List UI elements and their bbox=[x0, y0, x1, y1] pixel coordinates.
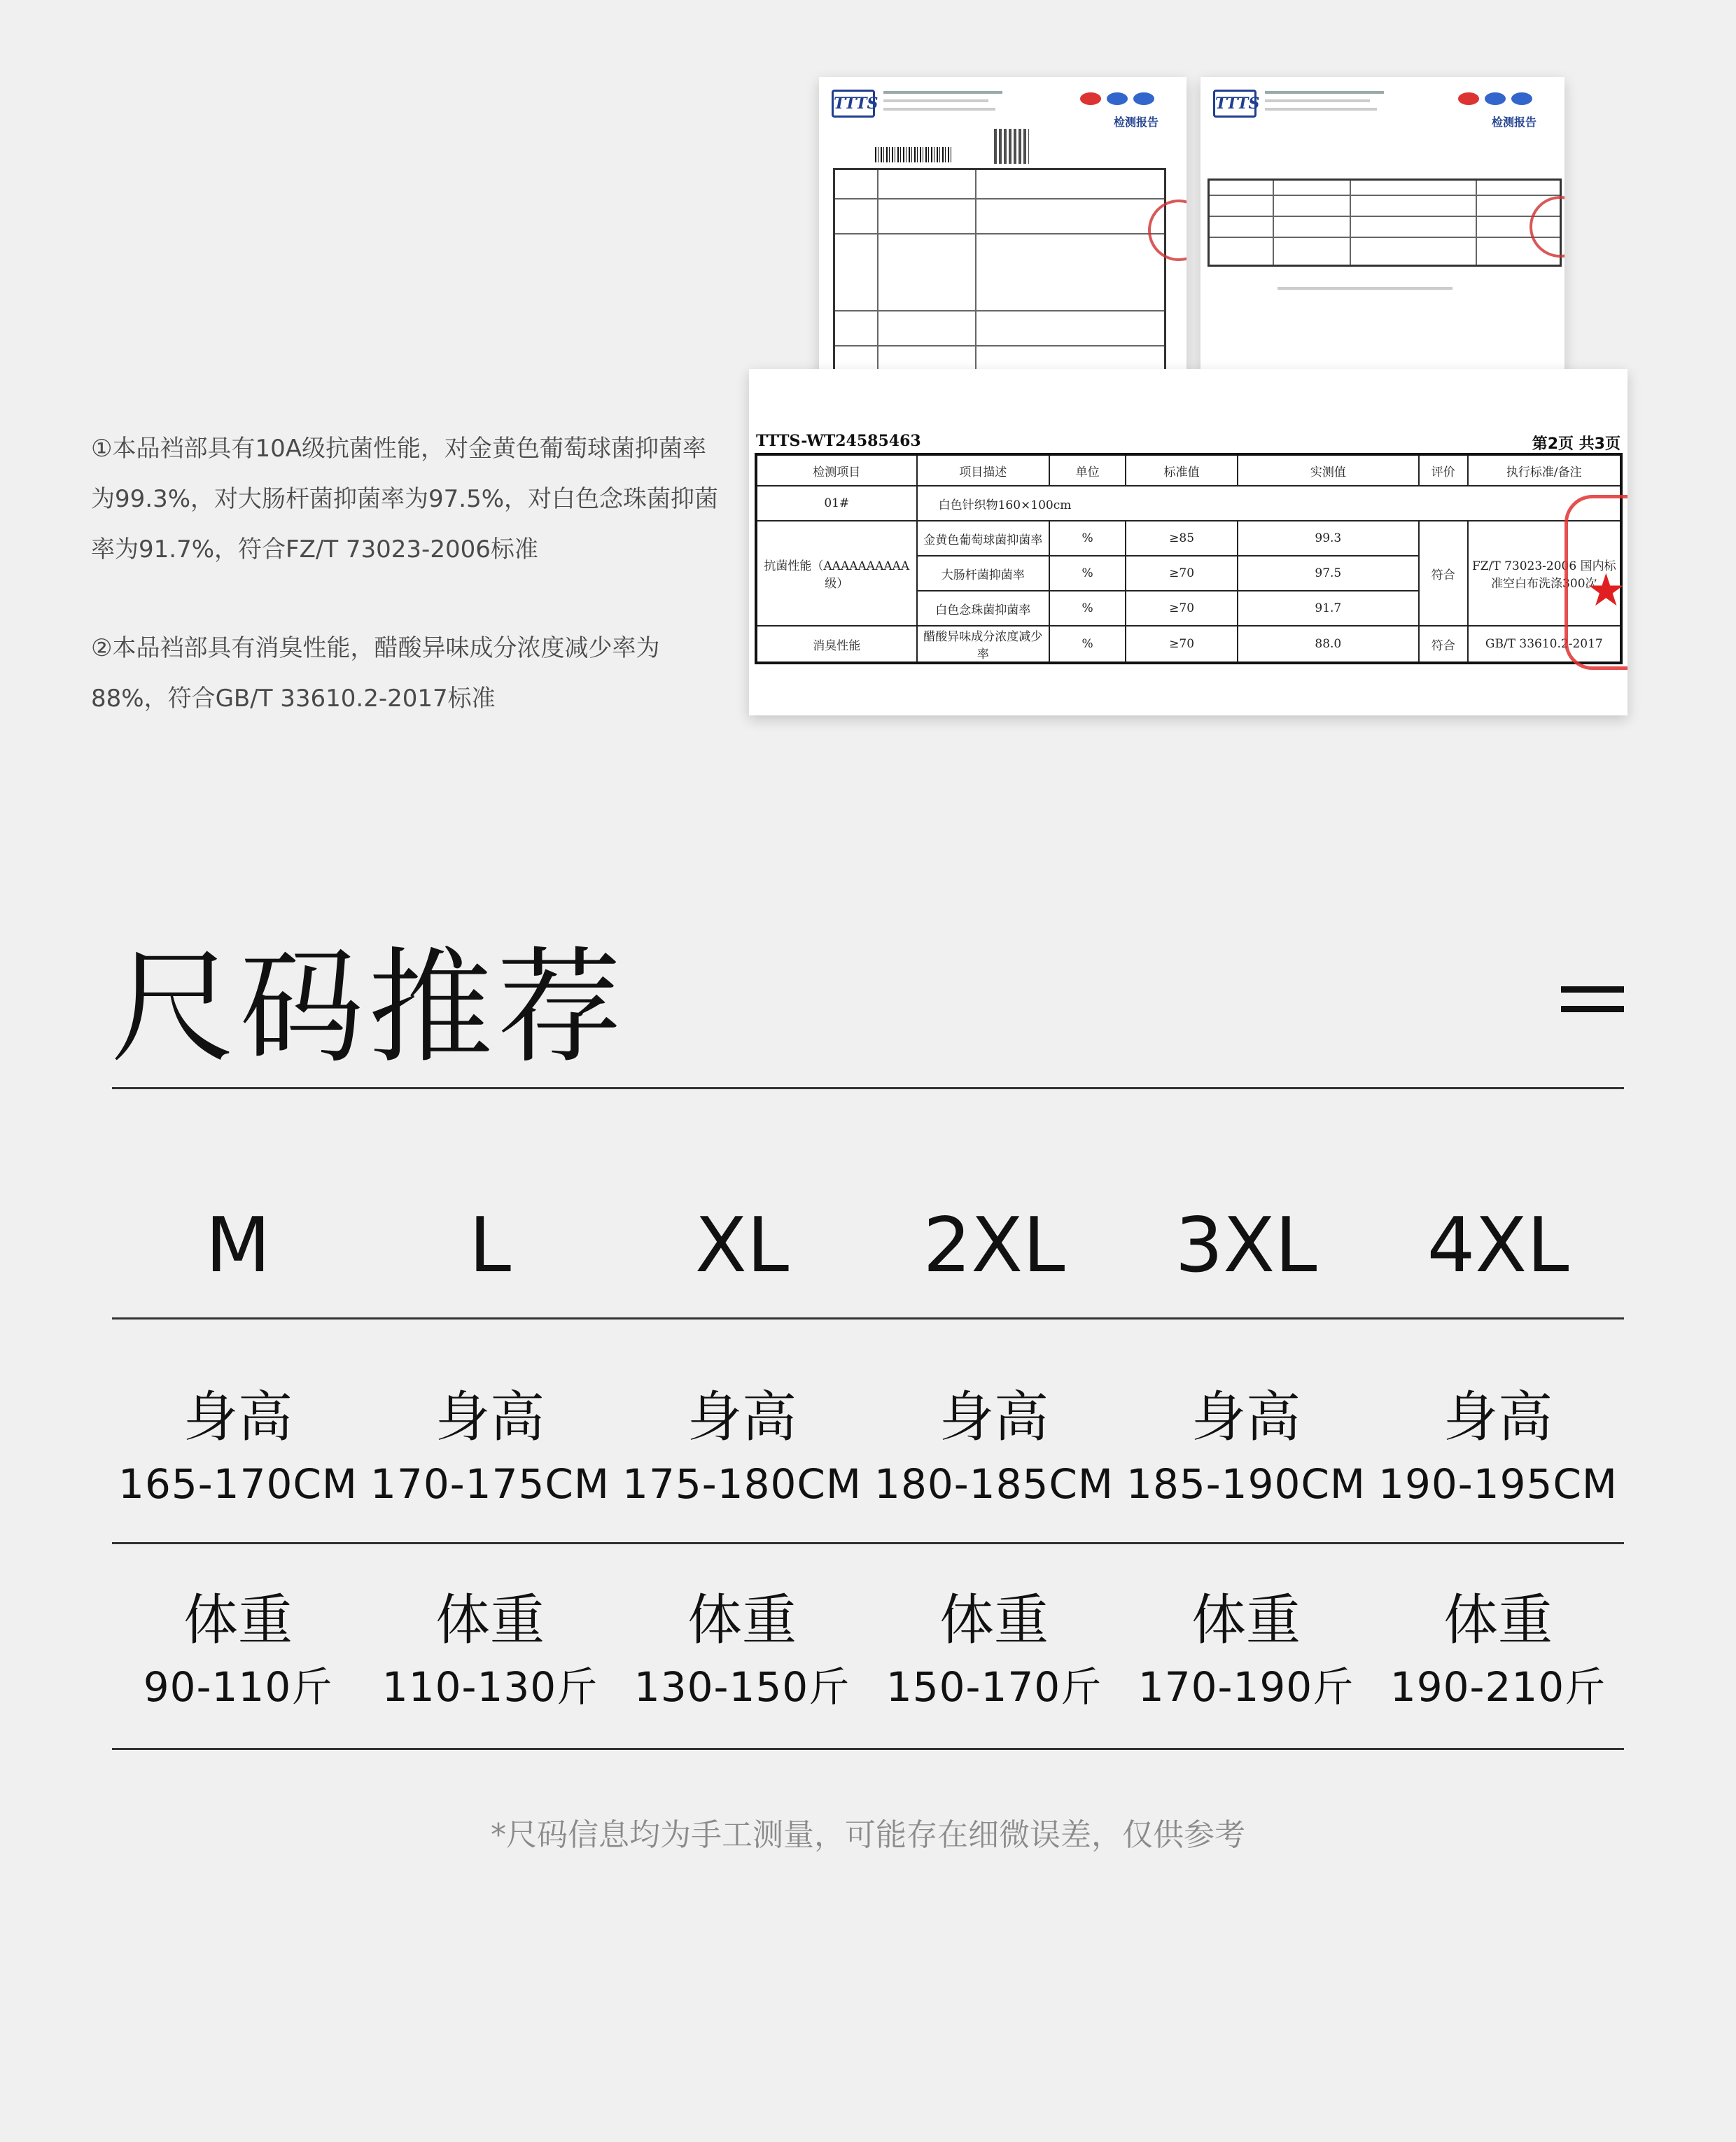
weight-value: 170-190斤 bbox=[1138, 1663, 1354, 1711]
item-measured: 99.3 bbox=[1238, 521, 1419, 556]
table-header: 评价 bbox=[1419, 454, 1468, 486]
report-form-table bbox=[833, 168, 1166, 378]
divider bbox=[112, 1087, 1624, 1089]
sample-number: 01# bbox=[756, 486, 917, 521]
item-description: 金黄色葡萄球菌抑菌率 bbox=[917, 521, 1049, 556]
test-report-page-1 bbox=[819, 77, 1186, 378]
report-title: 检测报告 bbox=[1491, 115, 1536, 129]
certification-marks bbox=[1080, 92, 1171, 106]
height-cell bbox=[868, 1382, 1120, 1516]
item-description: 醋酸异味成分浓度减少率 bbox=[917, 626, 1049, 663]
height-cell bbox=[364, 1382, 616, 1516]
height-value: 180-185CM bbox=[874, 1460, 1114, 1508]
height-value: 170-175CM bbox=[370, 1460, 610, 1508]
height-cell bbox=[1120, 1382, 1372, 1516]
weight-value: 90-110斤 bbox=[143, 1663, 333, 1711]
weight-label: 体重 bbox=[687, 1589, 797, 1652]
size-label: 4XL bbox=[1427, 1202, 1569, 1289]
table-row bbox=[756, 486, 1621, 521]
divider bbox=[112, 1317, 1624, 1320]
weight-label: 体重 bbox=[1443, 1589, 1553, 1652]
weight-value: 190-210斤 bbox=[1390, 1663, 1606, 1711]
certification-marks bbox=[1458, 92, 1549, 106]
table-header: 单位 bbox=[1049, 454, 1126, 486]
size-label: L bbox=[468, 1202, 512, 1289]
item-unit: % bbox=[1049, 591, 1126, 626]
item-unit: % bbox=[1049, 521, 1126, 556]
height-cell bbox=[112, 1382, 364, 1516]
weight-cell bbox=[364, 1586, 616, 1718]
table-header: 检测项目 bbox=[756, 454, 917, 486]
star-icon: ★ bbox=[1586, 565, 1626, 617]
item-standard: ≥70 bbox=[1126, 626, 1237, 663]
antibacterial-evaluation: 符合 bbox=[1419, 521, 1468, 626]
weight-label: 体重 bbox=[435, 1589, 545, 1652]
report-result-table bbox=[1208, 178, 1562, 267]
height-row bbox=[112, 1382, 1624, 1516]
item-measured: 88.0 bbox=[1238, 626, 1419, 663]
report-results-table bbox=[755, 453, 1623, 664]
item-measured: 97.5 bbox=[1238, 556, 1419, 591]
test-report-page-2 bbox=[1200, 77, 1564, 378]
height-label: 身高 bbox=[1191, 1386, 1301, 1449]
table-row bbox=[756, 626, 1621, 663]
report-page-number: 第2页 共3页 bbox=[1532, 435, 1620, 453]
item-standard: ≥70 bbox=[1126, 556, 1237, 591]
height-value: 190-195CM bbox=[1378, 1460, 1618, 1508]
test-report-result-page bbox=[749, 369, 1628, 715]
barcode-icon bbox=[875, 147, 952, 162]
table-header: 执行标准/备注 bbox=[1468, 454, 1621, 486]
weight-cell bbox=[868, 1586, 1120, 1718]
weight-cell bbox=[1372, 1586, 1624, 1718]
qr-code-icon bbox=[994, 129, 1029, 164]
table-row bbox=[756, 521, 1621, 556]
height-value: 175-180CM bbox=[622, 1460, 862, 1508]
weight-value: 130-150斤 bbox=[634, 1663, 850, 1711]
deodor-evaluation: 符合 bbox=[1419, 626, 1468, 663]
size-label: 3XL bbox=[1175, 1202, 1317, 1289]
item-measured: 91.7 bbox=[1238, 591, 1419, 626]
height-label: 身高 bbox=[183, 1386, 293, 1449]
deodor-group: 消臭性能 bbox=[756, 626, 917, 663]
antibacterial-standard-note: FZ/T 73023-2006 国内标准空白布洗涤300次 bbox=[1468, 521, 1621, 626]
table-header: 实测值 bbox=[1238, 454, 1419, 486]
weight-label: 体重 bbox=[939, 1589, 1049, 1652]
weight-label: 体重 bbox=[183, 1589, 293, 1652]
weight-value: 150-170斤 bbox=[886, 1663, 1102, 1711]
divider bbox=[112, 1542, 1624, 1544]
height-value: 185-190CM bbox=[1126, 1460, 1366, 1508]
report-title: 检测报告 bbox=[1113, 115, 1158, 129]
table-header: 标准值 bbox=[1126, 454, 1237, 486]
ttts-logo: TTTS bbox=[832, 90, 875, 118]
height-label: 身高 bbox=[687, 1386, 797, 1449]
page-title: 尺码推荐 bbox=[111, 935, 626, 1080]
ttts-logo: TTTS bbox=[1213, 90, 1256, 118]
deodorization-description: ②本品裆部具有消臭性能，醋酸异味成分浓度减少率为88%，符合GB/T 33610.2-2017标准 bbox=[91, 634, 660, 713]
height-label: 身高 bbox=[939, 1386, 1049, 1449]
item-description: 大肠杆菌抑菌率 bbox=[917, 556, 1049, 591]
height-cell bbox=[616, 1382, 868, 1516]
weight-label: 体重 bbox=[1191, 1589, 1301, 1652]
weight-row bbox=[112, 1586, 1624, 1718]
item-standard: ≥70 bbox=[1126, 591, 1237, 626]
weight-cell bbox=[1120, 1586, 1372, 1718]
height-value: 165-170CM bbox=[118, 1460, 358, 1508]
divider bbox=[112, 1748, 1624, 1750]
size-label: XL bbox=[694, 1202, 790, 1289]
size-label: M bbox=[205, 1202, 271, 1289]
table-header-row bbox=[756, 454, 1621, 486]
size-label: 2XL bbox=[923, 1202, 1065, 1289]
item-description: 白色念珠菌抑菌率 bbox=[917, 591, 1049, 626]
item-unit: % bbox=[1049, 556, 1126, 591]
weight-cell bbox=[112, 1586, 364, 1718]
item-unit: % bbox=[1049, 626, 1126, 663]
height-label: 身高 bbox=[1443, 1386, 1553, 1449]
sample-description: 白色针织物160×100cm bbox=[917, 486, 1621, 521]
weight-cell bbox=[616, 1586, 868, 1718]
size-row bbox=[112, 1194, 1624, 1298]
height-label: 身高 bbox=[435, 1386, 545, 1449]
table-header: 项目描述 bbox=[917, 454, 1049, 486]
report-id: TTTS-WT24585463 bbox=[756, 432, 921, 450]
height-cell bbox=[1372, 1382, 1624, 1516]
deodor-standard-note: GB/T 33610.2-2017 bbox=[1468, 626, 1621, 663]
antibacterial-group: 抗菌性能（AAAAAAAAAA级） bbox=[756, 521, 917, 626]
menu-icon bbox=[1561, 983, 1624, 1018]
weight-value: 110-130斤 bbox=[382, 1663, 598, 1711]
antibacterial-description: ①本品裆部具有10A级抗菌性能，对金黄色葡萄球菌抑菌率为99.3%，对大肠杆菌抑菌率为97.5%，对白色念珠菌抑菌率为91.7%，符合FZ/T 73023-2006标准 bbox=[91, 435, 719, 564]
measurement-disclaimer: *尺码信息均为手工测量，可能存在细微误差，仅供参考 bbox=[491, 1817, 1245, 1853]
item-standard: ≥85 bbox=[1126, 521, 1237, 556]
